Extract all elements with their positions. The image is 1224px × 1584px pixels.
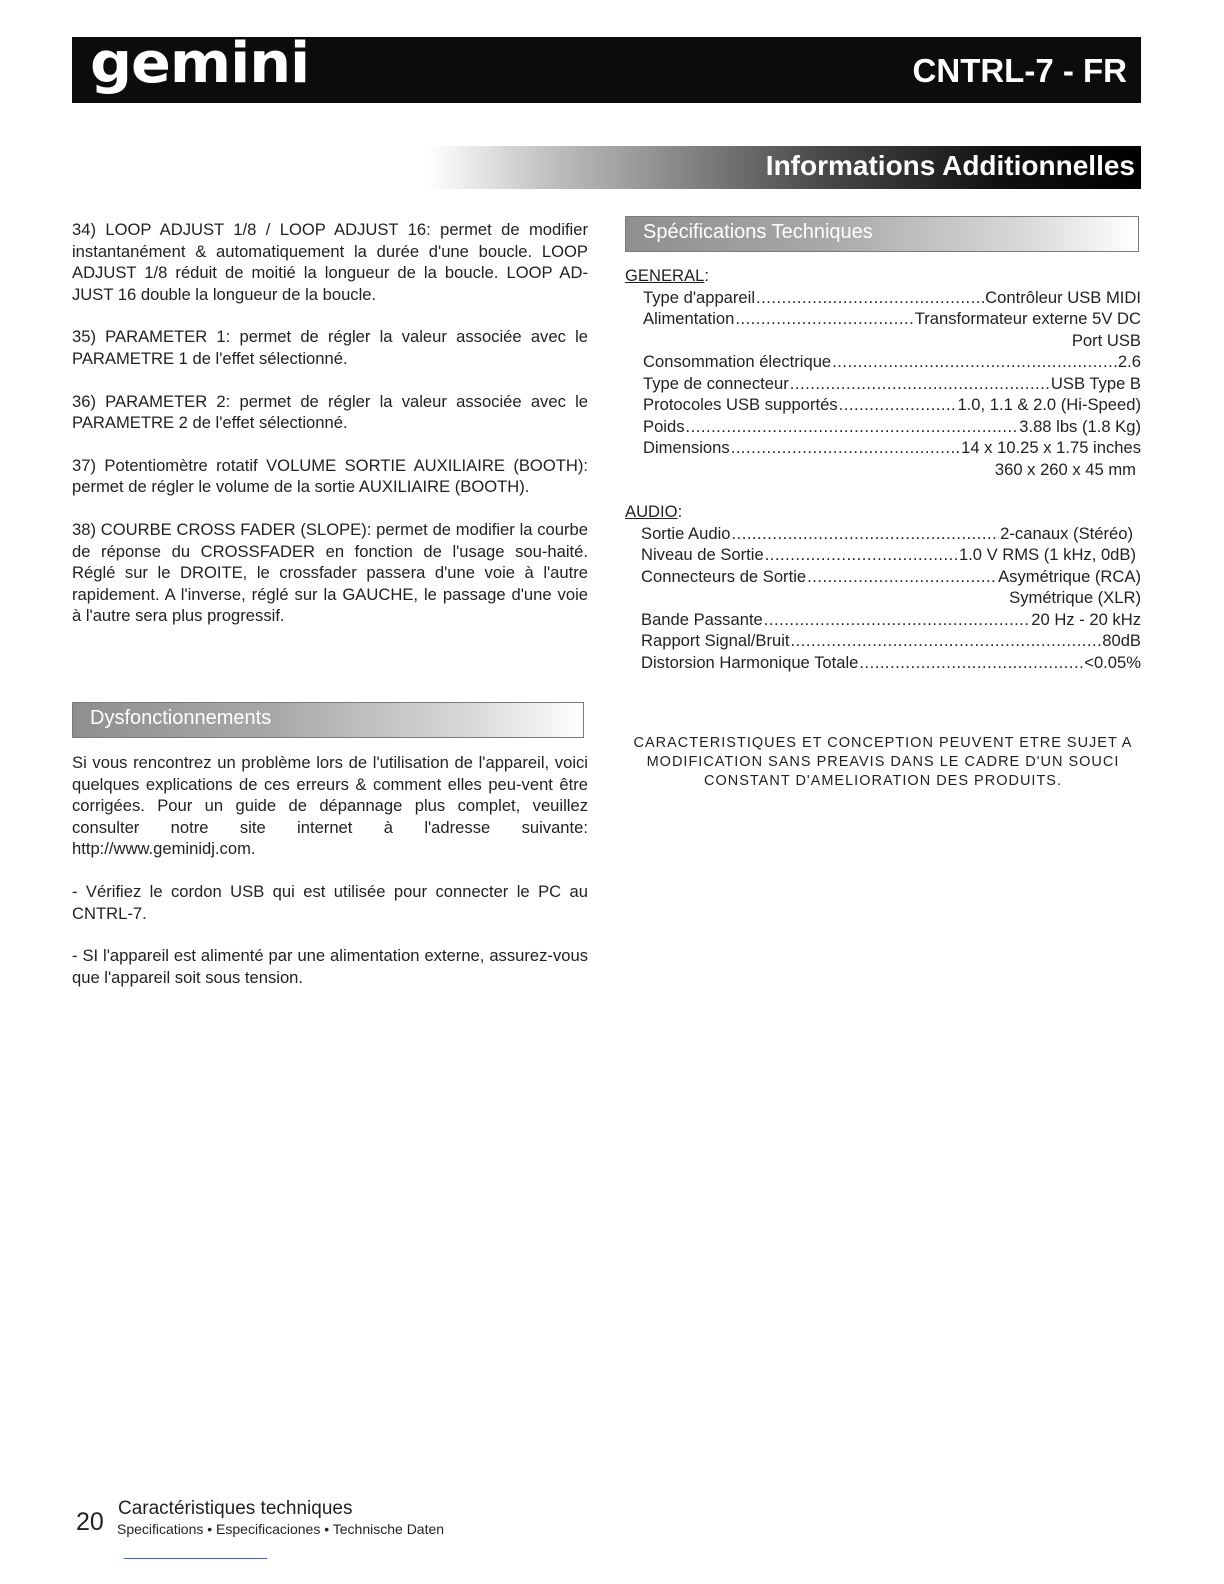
spec-row	[625, 523, 1141, 545]
footer-subtitle: Specifications • Especificaciones • Technische Daten	[117, 1521, 445, 1537]
section-title: Informations Additionnelles	[765, 150, 1135, 181]
spec-value: 20 Hz - 20 kHz	[1031, 609, 1141, 629]
spec-value: 2.6	[1117, 352, 1141, 371]
gemini-logo: gemini	[90, 31, 310, 96]
paragraph-36: 36) PARAMETER 2: permet de régler la valeur associée avec le PARAMETRE 2 de l'effet sélectionné.	[72, 391, 588, 433]
specs-heading: Spécifications Techniques	[643, 221, 873, 243]
spec-row	[625, 394, 1141, 416]
spec-value: 3.88 lbs (1.8 Kg)	[1019, 416, 1141, 436]
spec-row	[625, 652, 1141, 674]
spec-value: 1.0, 1.1 & 2.0 (Hi-Speed)	[957, 395, 1141, 414]
troubleshooting-heading: Dysfonctionnements	[90, 707, 272, 729]
spec-row	[625, 373, 1141, 395]
spec-label: Type d'appareil	[643, 287, 756, 307]
spec-value: 14 x 10.25 x 1.75 inches	[961, 438, 1141, 457]
spec-row	[625, 609, 1141, 631]
footer-divider	[124, 1558, 267, 1559]
spec-value: Transformateur externe 5V DC	[914, 309, 1141, 328]
spec-label: Distorsion Harmonique Totale	[641, 652, 859, 672]
spec-row	[625, 308, 1141, 330]
spec-label: Consommation électrique	[643, 352, 832, 371]
paragraph-34: 34) LOOP ADJUST 1/8 / LOOP ADJUST 16: permet de modifier instantanément & automatiquement la durée d'une boucle. LOOP ADJUST 1/8 réduit de moitié la longueur de la boucle. LOOP AD-JUST 16 double la longueur de la boucle.	[72, 220, 588, 304]
spec-row	[625, 544, 1141, 566]
spec-row	[625, 416, 1141, 438]
spec-value-continued: Symétrique (XLR)	[1009, 588, 1141, 607]
spec-value: Asymétrique (RCA)	[998, 566, 1141, 586]
spec-value: 1.0 V RMS (1 kHz, 0dB)	[958, 545, 1136, 564]
spec-value: 2-canaux (Stéréo)	[1000, 523, 1133, 543]
spec-value-continued: Port USB	[1071, 330, 1141, 350]
spec-label: Dimensions	[643, 438, 730, 457]
footer-title: Caractéristiques techniques	[118, 1498, 353, 1519]
paragraph-37: 37) Potentiomètre rotatif VOLUME SORTIE AUXILIAIRE (BOOTH): permet de régler le volume de la sortie AUXILIAIRE (BOOTH).	[72, 455, 588, 497]
troubleshooting-intro: Si vous rencontrez un problème lors de l'utilisation de l'appareil, voici quelques explications de ces erreurs & comment elles peu-vent être corrigées. Pour un guide de dépannage plus complet, veuillez consulter notre site internet à l'adresse suivante: http://www.geminidj.com.	[72, 753, 588, 859]
troubleshooting-usb: - Vérifiez le cordon USB qui est utilisée pour connecter le PC au CNTRL-7.	[72, 881, 588, 923]
troubleshooting-power: - SI l'appareil est alimenté par une alimentation externe, assurez-vous que l'appareil soit sous tension.	[72, 946, 588, 987]
paragraph-38: 38) COURBE CROSS FADER (SLOPE): permet de modifier la courbe de réponse du CROSSFADER en fonction de l'usage sou-haité. Réglé sur le DROITE, le crossfader passera d'une voie à l'autre rapidement. A l'inverse, réglé sur la GAUCHE, le passage d'une voie à l'autre sera plus progressif.	[72, 519, 588, 626]
general-title: GENERAL	[625, 266, 705, 285]
spec-row	[625, 566, 1141, 588]
page-number: 20	[76, 1508, 104, 1536]
specs-list: GENERAL: Type d'appareil ..... Contrôleur USB MIDI Alimentation ..... Transformateur externe 5V DC Port USB Consommation électrique ..... 2.6 Type de connecteur ..... USB Type B Protocoles USB supportés ..... 1.0, 1.1 & 2.0 (Hi-Speed) Poids ..... 3.88 lbs (1.8 Kg) Dimensions ..... 14 x 10.25 x 1.75 inches 360 x 260 x 45 mm AUDIO: Sortie Audio ..... 2-canaux (Stéréo) Niveau de Sortie ..... 1.0 V RMS (1 kHz, 0dB) Connecteurs de Sortie ..... Asymétrique (RCA) Symétrique (XLR) Bande Passante ..... 20 Hz - 20 kHz Rapport Signal/Bruit ..... 80dB Distorsion Harmonique Totale ..... <0.05%	[625, 265, 1141, 673]
page-header	[72, 31, 1141, 103]
spec-value: 80dB	[1102, 631, 1141, 650]
spec-label: Type de connecteur	[643, 373, 789, 393]
spec-label: Poids	[643, 416, 685, 436]
spec-row	[625, 351, 1141, 373]
spec-value: USB Type B	[1050, 373, 1141, 393]
controls-description	[72, 219, 588, 648]
spec-row	[625, 630, 1141, 652]
spec-label: Bande Passante	[641, 609, 763, 629]
spec-value-continued: 360 x 260 x 45 mm	[994, 459, 1136, 479]
spec-label: Rapport Signal/Bruit	[641, 631, 790, 650]
spec-label: Sortie Audio	[641, 523, 731, 543]
specs-heading-box	[625, 216, 1139, 252]
spec-row	[625, 437, 1141, 459]
spec-label: Connecteurs de Sortie	[641, 566, 807, 586]
spec-value: Contrôleur USB MIDI	[985, 287, 1141, 307]
spec-label: Niveau de Sortie	[641, 545, 764, 564]
spec-label: Alimentation	[643, 309, 735, 328]
spec-label: Protocoles USB supportés	[643, 395, 838, 414]
troubleshooting-heading-box	[72, 702, 584, 738]
paragraph-35: 35) PARAMETER 1: permet de régler la valeur associée avec le PARAMETRE 1 de l'effet sélectionné.	[72, 327, 588, 368]
specs-notice: CARACTERISTIQUES ET CONCEPTION PEUVENT ETRE SUJET A MODIFICATION SANS PREAVIS DANS LE CADRE D'UN SOUCI CONSTANT D'AMELIORATION DES PRODUITS.	[633, 735, 1133, 789]
section-banner	[428, 146, 1141, 189]
model-title: CNTRL-7 - FR	[912, 52, 1127, 89]
spec-row	[625, 287, 1141, 309]
troubleshooting-text	[72, 752, 588, 1009]
audio-title: AUDIO	[625, 502, 678, 521]
spec-value: <0.05%	[1084, 652, 1141, 672]
